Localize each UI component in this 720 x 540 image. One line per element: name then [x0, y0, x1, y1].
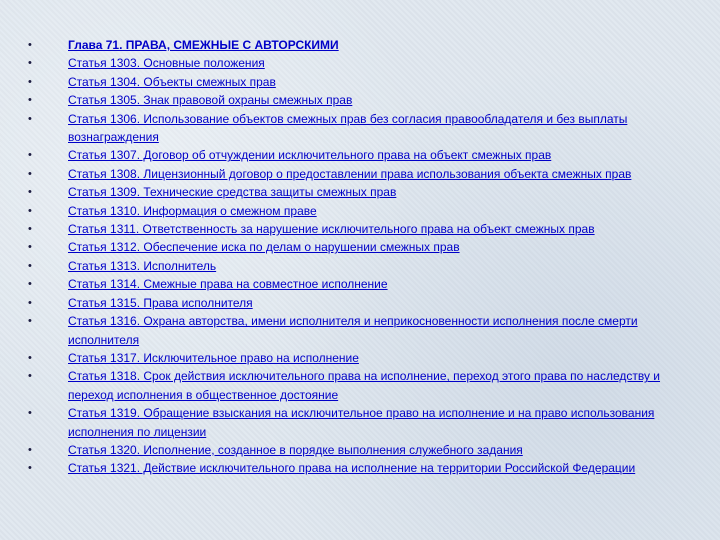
article-link[interactable]: Статья 1305. Знак правовой охраны смежных прав — [68, 93, 353, 108]
bullet-icon: • — [28, 75, 32, 88]
toc-list-item — [24, 54, 694, 72]
bullet-icon: • — [28, 462, 32, 475]
bullet-icon: • — [28, 443, 32, 456]
article-link[interactable]: Статья 1313. Исполнитель — [68, 258, 217, 273]
article-link[interactable]: Статья 1316. Охрана авторства, имени исполнителя и неприкосновенности исполнения после смерти исполнителя — [68, 314, 638, 347]
article-link[interactable]: Статья 1320. Исполнение, созданное в порядке выполнения служебного задания — [68, 442, 523, 457]
bullet-icon: • — [28, 351, 32, 364]
bullet-icon: • — [28, 167, 32, 180]
article-link[interactable]: Статья 1304. Объекты смежных прав — [68, 74, 276, 89]
toc-list-item — [24, 275, 694, 293]
bullet-icon: • — [28, 39, 32, 51]
toc-list-item — [24, 441, 694, 459]
toc-list-item — [24, 294, 694, 312]
toc-list-item — [24, 367, 694, 404]
article-link[interactable]: Статья 1314. Смежные права на совместное исполнение — [68, 277, 388, 292]
bullet-icon: • — [28, 223, 32, 236]
article-link[interactable]: Статья 1319. Обращение взыскания на исключительное право на исполнение и на право использования исполнения по лицензии — [68, 406, 655, 439]
toc-list-item — [24, 459, 694, 477]
bullet-icon: • — [28, 315, 32, 328]
toc-list-item — [24, 220, 694, 238]
bullet-icon: • — [28, 259, 32, 272]
chapter-link[interactable]: Глава 71. ПРАВА, СМЕЖНЫЕ С АВТОРСКИМИ — [68, 38, 339, 52]
toc-heading-item — [24, 36, 694, 54]
bullet-icon: • — [28, 112, 32, 125]
bullet-icon: • — [28, 241, 32, 254]
article-link[interactable]: Статья 1310. Информация о смежном праве — [68, 203, 317, 218]
bullet-icon: • — [28, 407, 32, 420]
toc-list-item — [24, 238, 694, 256]
toc-list-item — [24, 146, 694, 164]
toc-list-item — [24, 257, 694, 275]
article-link[interactable]: Статья 1312. Обеспечение иска по делам о нарушении смежных прав — [68, 240, 460, 255]
article-link[interactable]: Статья 1317. Исключительное право на исполнение — [68, 350, 359, 365]
bullet-icon: • — [28, 370, 32, 383]
article-link[interactable]: Статья 1307. Договор об отчуждении исключительного права на объект смежных прав — [68, 148, 552, 163]
toc-list-item — [24, 202, 694, 220]
article-link[interactable]: Статья 1309. Технические средства защиты смежных прав — [68, 185, 397, 200]
bullet-icon: • — [28, 296, 32, 309]
bullet-icon: • — [28, 204, 32, 217]
article-link[interactable]: Статья 1306. Использование объектов смежных прав без согласия правообладателя и без выплаты вознаграждения — [68, 111, 628, 145]
toc-list-item — [24, 91, 694, 109]
bullet-icon: • — [28, 186, 32, 199]
article-link[interactable]: Статья 1315. Права исполнителя — [68, 295, 253, 310]
bullet-icon: • — [28, 57, 32, 70]
table-of-contents — [24, 36, 694, 478]
article-link[interactable]: Статья 1303. Основные положения — [68, 56, 265, 71]
toc-list-item — [24, 165, 694, 183]
toc-list-item — [24, 73, 694, 91]
article-link[interactable]: Статья 1311. Ответственность за нарушение исключительного права на объект смежных прав — [68, 222, 595, 237]
bullet-icon: • — [28, 278, 32, 291]
toc-list-item — [24, 110, 694, 147]
bullet-icon: • — [28, 149, 32, 162]
bullet-icon: • — [28, 94, 32, 107]
article-link[interactable]: Статья 1308. Лицензионный договор о предоставлении права использования объекта смежных прав — [68, 166, 632, 181]
toc-list-item — [24, 404, 694, 441]
toc-list-item — [24, 312, 694, 349]
article-link[interactable]: Статья 1321. Действие исключительного права на исполнение на территории Российской Федерации — [68, 461, 636, 476]
toc-list-item — [24, 349, 694, 367]
toc-list-item — [24, 183, 694, 201]
article-link[interactable]: Статья 1318. Срок действия исключительного права на исполнение, переход этого права по наследству и переход исполнения в общественное достояние — [68, 369, 661, 402]
